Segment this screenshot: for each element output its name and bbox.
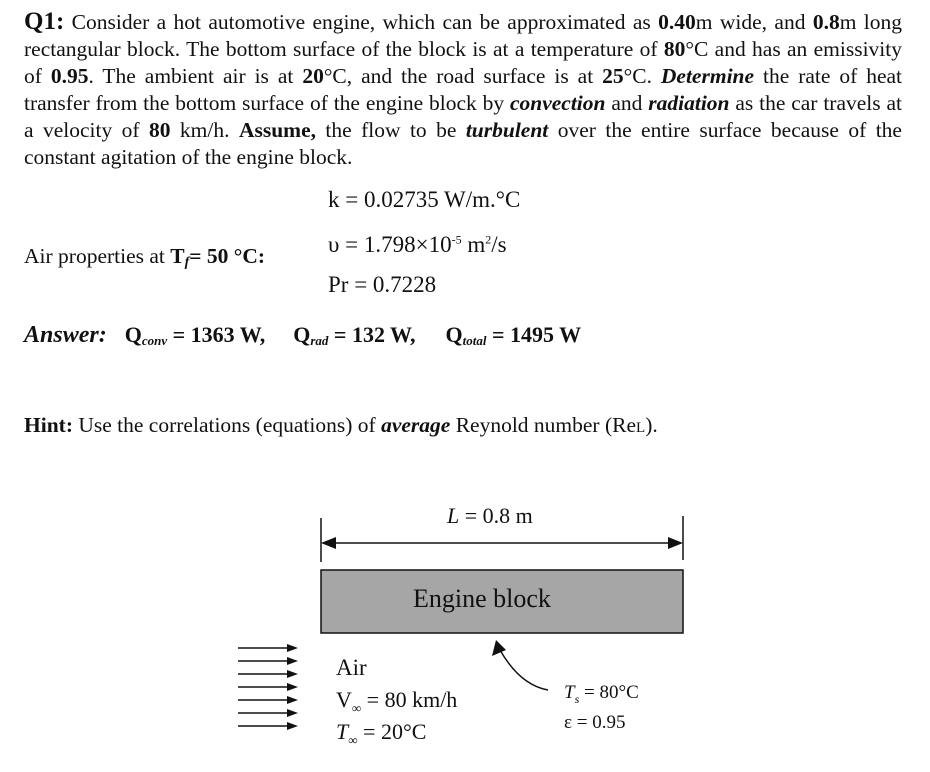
air-temperature: $T_\infty = 20^\circ C$ xyxy=(336,719,427,748)
q-text-12: the flow to be xyxy=(315,118,466,142)
q-text-2: m wide, and xyxy=(695,10,813,34)
surface-temperature: $T_s = 80^\circ C$ xyxy=(564,682,639,706)
q-emissivity: 0.95 xyxy=(50,64,89,88)
thermal-conductivity: k = 0.02735 W/m.°C xyxy=(328,187,521,212)
q-determine: Determine xyxy=(660,64,755,88)
airflow-arrows xyxy=(238,648,292,726)
q-road-temp: 25 xyxy=(602,64,624,88)
q-text-9: and xyxy=(605,91,649,115)
length-label: L = 0.8 m xyxy=(447,503,533,528)
q-text-6: °C, and the road surface is at xyxy=(323,64,603,88)
answer-label: Answer: xyxy=(24,322,107,348)
q-radiation: radiation xyxy=(648,91,730,115)
q-surface-temp: 80 xyxy=(663,37,686,61)
dim-arrow-right-head xyxy=(668,537,683,549)
q-text-7: °C. xyxy=(623,64,661,88)
q-text-4: °C and has an emissivity of xyxy=(24,37,903,88)
q-text-11: km/h. xyxy=(170,118,239,142)
q-text-13: over the entire surface because of the constant agitation of the engine block. xyxy=(24,118,902,169)
q-length: 0.8 xyxy=(812,10,840,34)
surface-leader xyxy=(500,650,548,690)
q-velocity: 80 xyxy=(149,118,171,142)
kinematic-viscosity: $\upsilon = 1.798\times 10^{-5}$ $m^2/s$ xyxy=(328,232,507,257)
prandtl-number: Pr = 0.7228 xyxy=(328,272,437,297)
q-assume: Assume, xyxy=(238,118,316,142)
q-convection: convection xyxy=(509,91,606,115)
air-velocity: $V_\infty = 80$ km/h xyxy=(336,687,458,716)
hint-average: average xyxy=(381,413,451,437)
hint-label: Hint: xyxy=(24,413,73,437)
q-text-10: as the car travels at a velocity of xyxy=(24,91,902,142)
question-label: Q1: xyxy=(24,8,65,35)
q-rad: $Q_{rad} = 132$ W, xyxy=(293,322,416,348)
q-text-1: Consider a hot automotive engine, which can be approximated as xyxy=(64,10,659,34)
air-properties-label: Air properties at Tf= 50 °C: xyxy=(24,244,266,270)
q-conv: $Q_{conv} = 1363$ W, xyxy=(124,322,266,348)
q-text-3: m long rectangular block. The bottom surface of the block is at a temperature of xyxy=(24,10,902,61)
q-width: 0.40 xyxy=(658,10,696,34)
q-total: $Q_{total} = 1495$ W xyxy=(445,322,582,348)
q-text-8: the rate of heat transfer from the bottom surface of the engine block by xyxy=(24,64,902,115)
surface-emissivity: ε = 0.95 xyxy=(564,712,626,733)
q-text-5: . The ambient air is at xyxy=(88,64,303,88)
airflow-arrowheads xyxy=(287,644,298,730)
q-air-temp: 20 xyxy=(302,64,324,88)
q-turbulent: turbulent xyxy=(465,118,549,142)
surface-leader-head xyxy=(492,640,506,656)
dim-arrow-left-head xyxy=(321,537,336,549)
air-label: Air xyxy=(336,655,367,680)
hint-line: Hint: Use the correlations (equations) of average Reynold number (ReL). xyxy=(24,413,658,437)
engine-block-label: Engine block xyxy=(413,584,551,613)
